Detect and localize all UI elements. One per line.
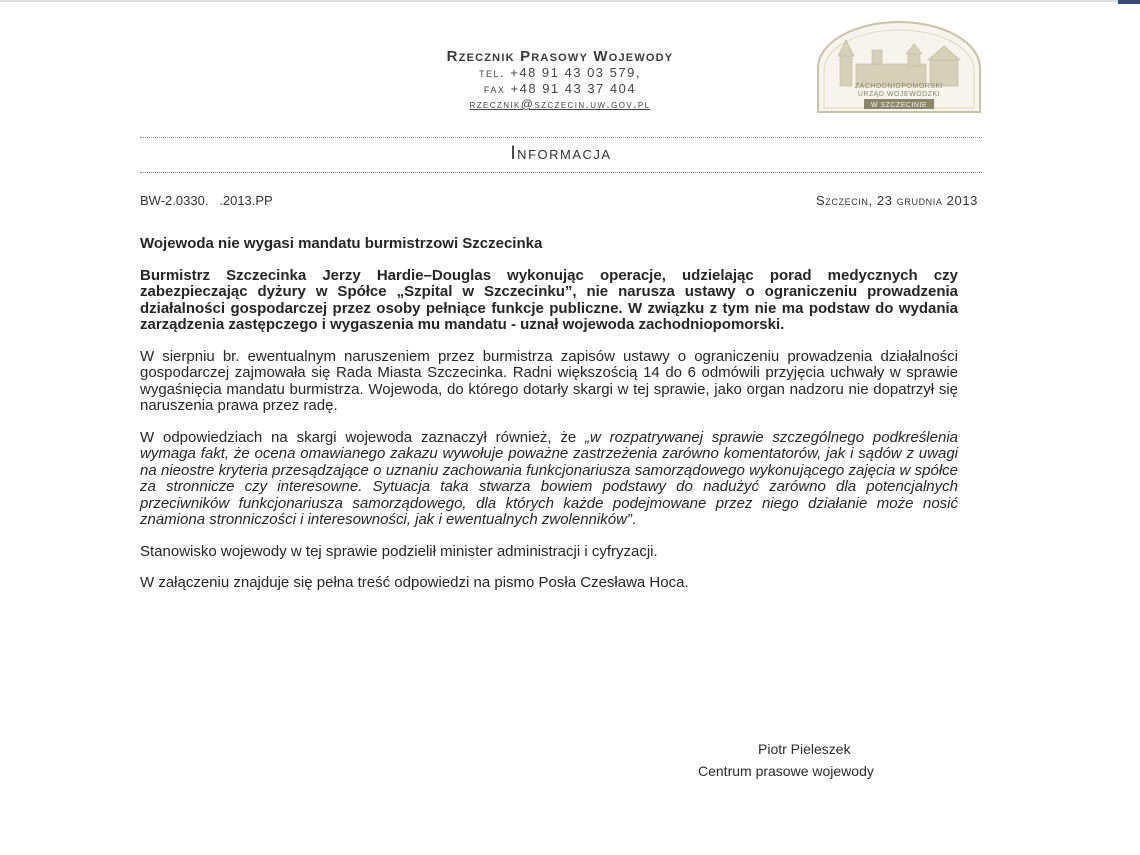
headline: Wojewoda nie wygasi mandatu burmistrzowi Szczecinka: [140, 235, 543, 252]
logo-text-line3: W SZCZECINIE: [870, 102, 928, 109]
scan-top-edge: [0, 0, 1140, 2]
divider-top: [140, 137, 982, 138]
signature-name: Piotr Pieleszek: [758, 741, 851, 757]
paragraph-2-intro: W odpowiedziach na skargi wojewoda zaznaczył również, że: [140, 428, 585, 446]
voivodeship-office-logo: [812, 16, 986, 114]
place-date: Szczecin, 23 grudnia 2013: [816, 193, 978, 208]
paragraph-2-end: .: [631, 511, 637, 528]
lead-paragraph: Burmistrz Szczecinka Jerzy Hardie–Douglas wykonując operacje, udzielając porad medycznych czy zabezpieczając dyżury w Spółce „Szpital w Szczecinku”, nie narusza ustawy o ograniczeniu prowadzenia działalności gospodarczej przez osoby pełniące funkcje publiczne. W związku z tym nie ma podstaw do wydania zarządzenia zastępczego i wygaszenia mu mandatu - uznał wojewoda zachodniopomorski.: [140, 266, 958, 333]
scan-corner-mark: [1118, 0, 1140, 4]
divider-bottom: [140, 172, 982, 173]
signature-block: [698, 738, 954, 782]
logo-text-line2: URZĄD WOJEWÓDZKI: [857, 91, 941, 98]
office-name: Rzecznik Prasowy Wojewody: [446, 48, 674, 65]
document-title: Informacja: [510, 143, 612, 164]
paragraph-2: [140, 430, 958, 529]
email-link[interactable]: rzecznik@szczecin.uw.gov.pl: [469, 97, 651, 111]
paragraph-4: W załączeniu znajduje się pełna treść odpowiedzi na pismo Posła Czesława Hoca.: [140, 574, 689, 591]
letterhead: [360, 48, 760, 111]
logo-text-line1: ZACHODNIOPOMORSKI: [854, 83, 944, 90]
document-body: [140, 236, 958, 607]
reference-number: BW-2.0330. .2013.PP: [140, 193, 273, 208]
fax-number: fax +48 91 43 37 404: [483, 81, 637, 96]
paragraph-2-quote: „w rozpatrywanej sprawie szczególnego podkreślenia wymaga fakt, że ocena omawianego zakazu wywołuje poważne zastrzeżenia zarówno komentatorów, jak i sądów z uwagi na nieostre kryteria przesądzające o uznaniu zachowania funkcjonariusza samorządowego wykonującego zajęcia w spółce za stronnicze czy interesowne. Sytuacja taka stwarza bowiem podstawy do nadużyć zarówno dla potencjalnych przeciwników funkcjonariusza samorządowego, dla których każde podejmowane przez niego działanie może nosić znamiona stronniczości i interesowności, jak i ewentualnych zwolenników”: [140, 428, 958, 528]
paragraph-3: Stanowisko wojewody w tej sprawie podzielił minister administracji i cyfryzacji.: [140, 542, 658, 560]
paragraph-1: W sierpniu br. ewentualnym naruszeniem przez burmistrza zapisów ustawy o ograniczeniu prowadzenia działalności gospodarczej zajmowała się Rada Miasta Szczecinka. Radni większością 14 do 6 odmówili przyjęcia uchwały w sprawie wygaśnięcia mandatu burmistrza. Wojewoda, do którego dotarły skargi w tej sprawie, jako organ nadzoru nie dopatrzył się naruszenia prawa przez radę.: [140, 347, 958, 414]
phone-number: tel. +48 91 43 03 579,: [479, 65, 641, 80]
signature-unit: Centrum prasowe wojewody: [698, 763, 874, 779]
